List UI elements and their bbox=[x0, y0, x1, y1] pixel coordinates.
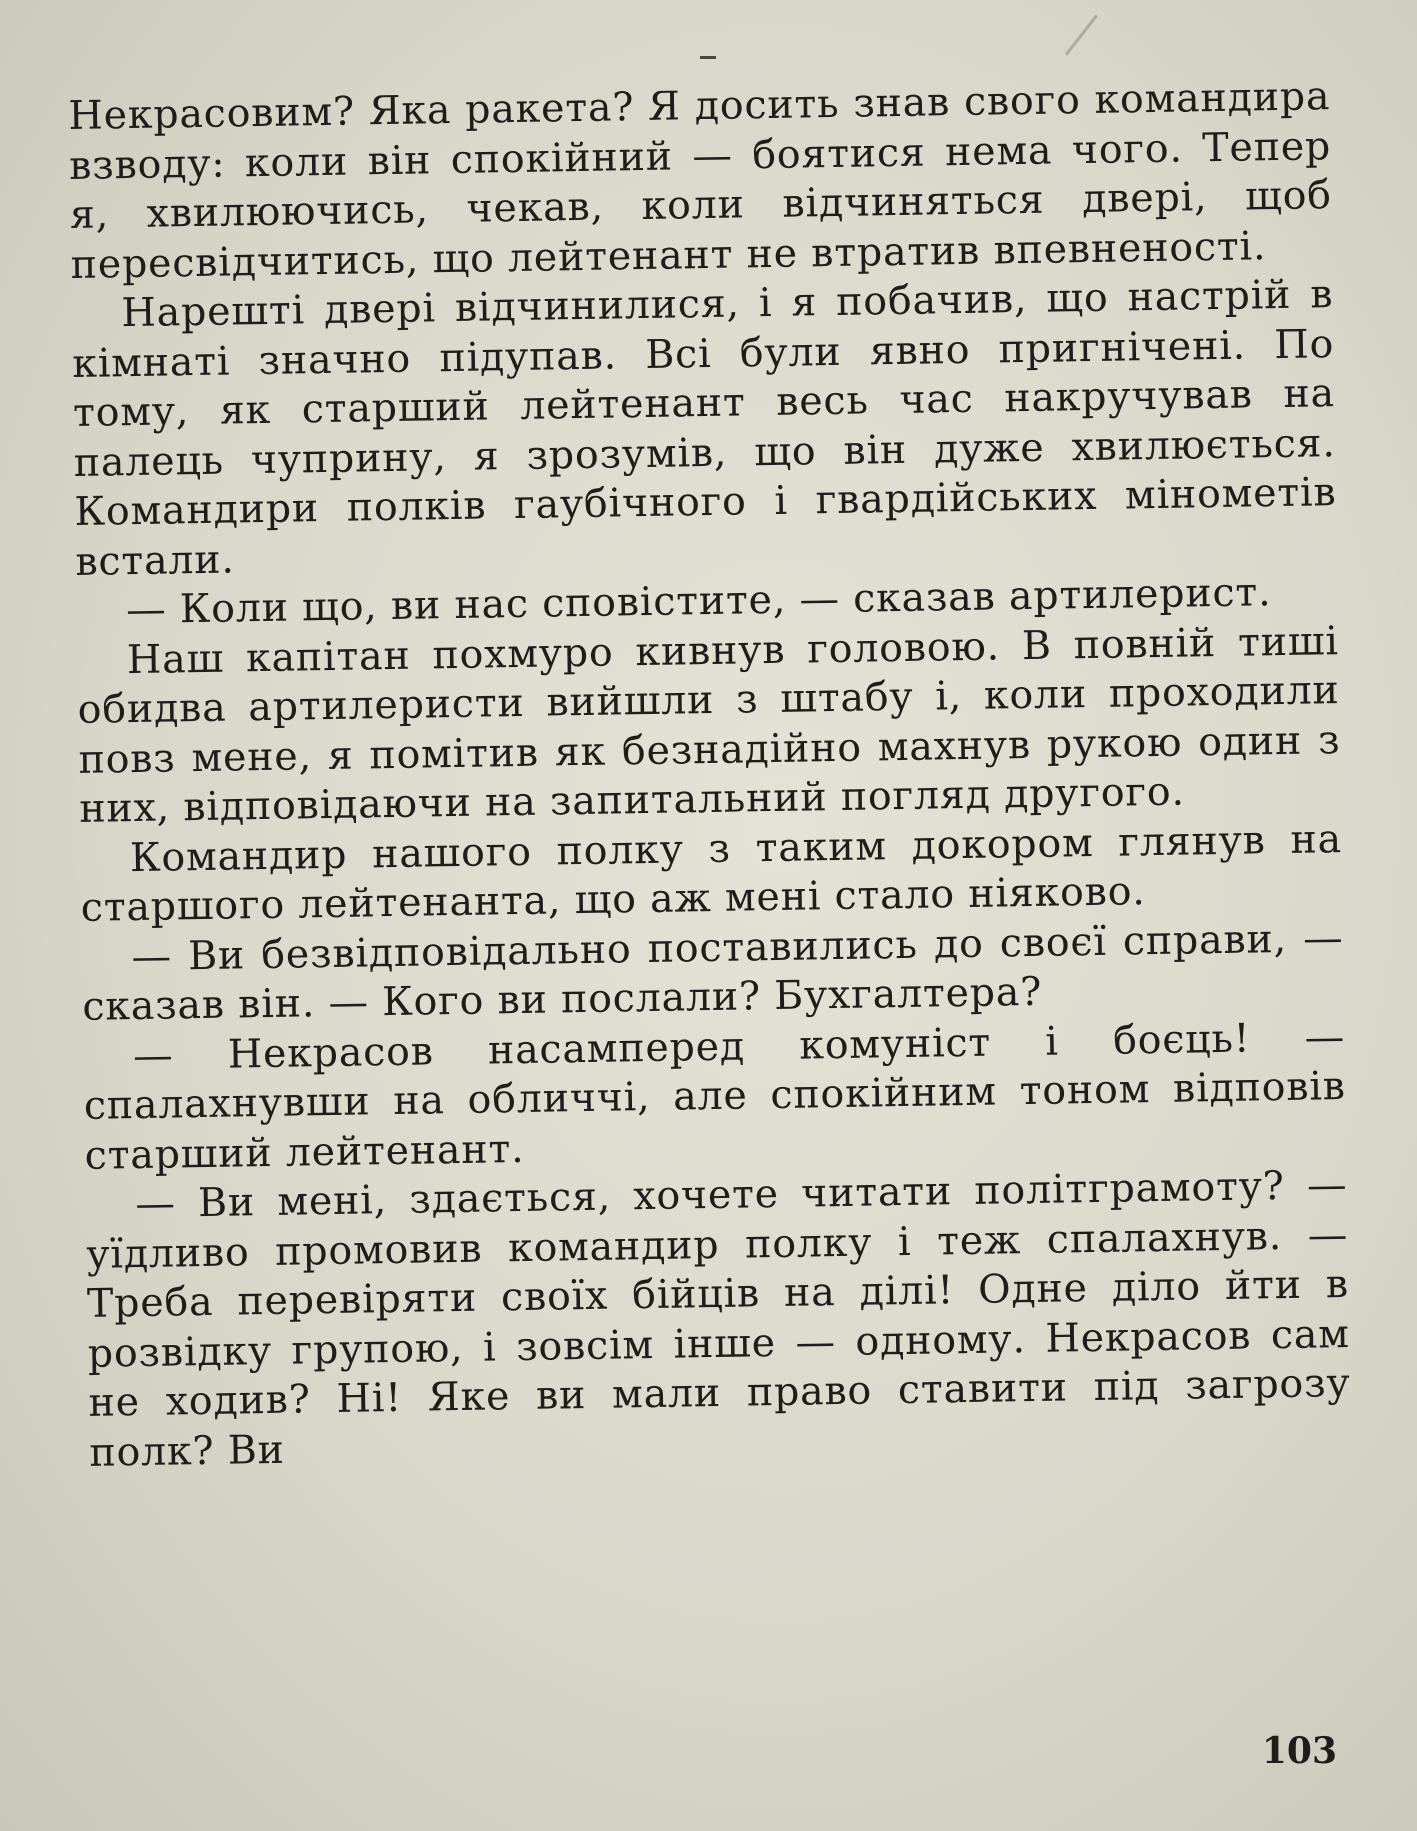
paragraph-4: Наш капітан похмуро кивнув головою. В повній тиші обидва артилеристи вийшли з штабу і, коли проходили повз мене, я помітив як безнадійно махнув рукою один з них, відповідаючи на запитальний погляд другого. bbox=[77, 617, 1341, 832]
paragraph-8: — Ви мені, здається, хочете читати політграмоту? — уїдливо промовив командир полку і теж спалахнув. — Треба перевіряти своїх бійців на ділі! Одне діло йти в розвідку групою, і зовсім інше — одному. Некрасов сам не ходив? Ні! Яке ви мали право ставити під загрозу полк? Ви bbox=[85, 1162, 1351, 1476]
pencil-mark bbox=[1065, 14, 1098, 55]
paragraph-3: — Коли що, ви нас сповістите, — сказав артилерист. bbox=[125, 569, 1272, 634]
paragraph-5: Командир нашого полку з таким докором глянув на старшого лейтенанта, що аж мені стало ніяково. bbox=[80, 815, 1343, 931]
paragraph-6: — Ви безвідповідально поставились до своєї справи, — сказав він. — Кого ви послали? Бухгалтера? bbox=[82, 914, 1344, 1030]
paragraph-7: — Некрасов насамперед комуніст і боєць! — спалахнувши на обличчі, але спокійним тоном відповів старший лейтенант. bbox=[83, 1013, 1347, 1179]
body-text bbox=[68, 72, 1352, 1478]
page-number: 103 bbox=[1261, 1730, 1337, 1772]
top-dash-mark bbox=[700, 56, 716, 59]
paragraph-1: Некрасовим? Яка ракета? Я досить знав свого командира взводу: коли він спокійний — боятися нема чого. Тепер я, хвилюючись, чекав, коли відчиняться двері, щоб пересвідчитись, що лейтенант не втратив впевненості. bbox=[68, 73, 1333, 288]
paragraph-2: Нарешті двері відчинилися, і я побачив, що настрій в кімнаті значно підупав. Всі були явно пригнічені. По тому, як старший лейтенант весь час накручував на палець чуприну, я зрозумів, що він дуже хвилюється. Командири полків гаубічного і гвардійських мінометів встали. bbox=[71, 271, 1337, 585]
